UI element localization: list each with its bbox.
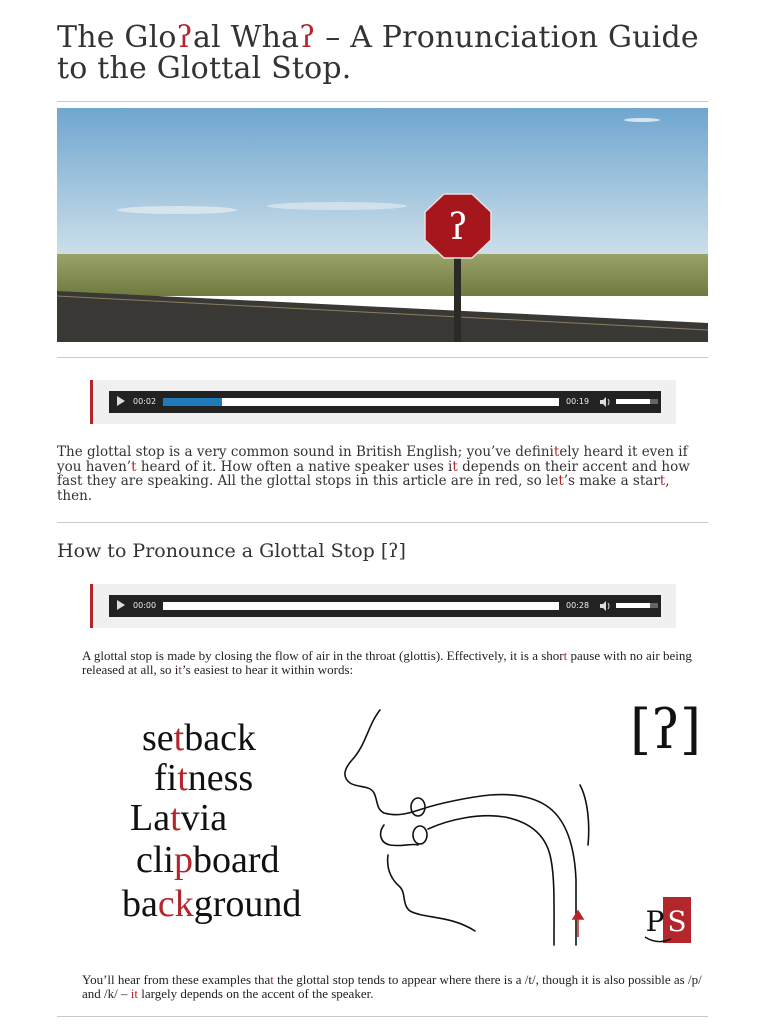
- word-part: fi: [154, 757, 178, 799]
- volume-slider[interactable]: [616, 603, 658, 608]
- glottal-letter: t: [170, 797, 181, 839]
- duration: 00:28: [566, 601, 590, 610]
- word-part: se: [142, 717, 174, 759]
- text-run: the glottal stop tends to appear where there is a /t/, though it is also possible as /p/ and /k/ –: [82, 972, 702, 1001]
- duration: 00:19: [566, 397, 590, 406]
- text-run: ’s make a star: [563, 473, 660, 489]
- glottal-letter: it: [130, 985, 138, 1001]
- section-heading: How to Pronounce a Glottal Stop [ʔ]: [57, 540, 406, 562]
- title-part: – A Pronunciation Guide to the Glottal Stop.: [57, 20, 699, 86]
- glottal-letter: t: [131, 458, 137, 475]
- text-run: depends on their accent and how fast they are speaking. All the glottal stops in this article are in red, so le: [57, 458, 690, 489]
- explanation-paragraph: [82, 649, 708, 676]
- volume-icon[interactable]: [599, 396, 611, 408]
- text-run: , then.: [57, 473, 670, 504]
- play-icon[interactable]: [117, 396, 125, 406]
- text-run: A glottal stop is made by closing the flow of air in the throat (glottis). Effectively, it is a shor: [82, 648, 564, 663]
- current-time: 00:00: [133, 601, 157, 610]
- progress-fill: [163, 398, 222, 406]
- volume-icon[interactable]: [599, 600, 611, 612]
- glottal-stop-symbol: [ʔ]: [630, 698, 702, 761]
- volume-fill: [616, 603, 650, 608]
- current-time: 00:02: [133, 397, 157, 406]
- audio-player[interactable]: [109, 391, 661, 413]
- glottal-letter: t: [558, 473, 564, 489]
- text-run: pause with no air being released at all, so i: [82, 648, 692, 677]
- svg-text:S: S: [667, 905, 687, 938]
- example-word: [130, 796, 227, 840]
- divider: [57, 101, 708, 102]
- example-word: [122, 882, 301, 926]
- play-icon[interactable]: [117, 600, 125, 610]
- divider: [57, 1016, 708, 1017]
- intro-paragraph: [57, 445, 708, 503]
- glottal-letter: p: [173, 839, 193, 881]
- example-word: [154, 756, 253, 800]
- title-glottal-symbol: ʔ: [299, 20, 316, 55]
- word-part: board: [192, 839, 280, 881]
- ps-logo: [639, 895, 693, 945]
- text-run: The glottal stop is a very common sound in British English; you’ve defini: [57, 444, 554, 460]
- word-part: La: [130, 797, 171, 839]
- volume-fill: [616, 399, 650, 404]
- text-run: largely depends on the accent of the speaker.: [137, 985, 374, 1001]
- text-run: You’ll hear from these examples tha: [82, 972, 271, 987]
- glottal-letter: t: [270, 972, 274, 987]
- glottal-letter: t: [173, 717, 185, 759]
- glottal-letter: t: [659, 473, 666, 489]
- glottal-letter: t: [177, 757, 188, 799]
- word-part: ness: [187, 757, 254, 799]
- divider: [57, 357, 708, 358]
- word-part: ground: [193, 883, 302, 925]
- example-word: [136, 838, 280, 882]
- article-title: [57, 22, 717, 84]
- audio-block-2: [90, 584, 676, 628]
- divider: [57, 522, 708, 523]
- glottal-letter: t: [452, 458, 458, 475]
- glottal-letter: t: [553, 444, 560, 460]
- title-glottal-symbol: ʔ: [176, 20, 193, 55]
- progress-bar[interactable]: [163, 602, 559, 610]
- ps-logo-mark: [639, 895, 693, 945]
- word-part: cli: [136, 839, 174, 881]
- svg-text:P: P: [645, 905, 665, 938]
- word-part: via: [180, 797, 228, 839]
- closing-paragraph: [82, 973, 708, 1000]
- progress-bar[interactable]: [163, 398, 559, 406]
- mouth-throat-diagram: [340, 705, 610, 950]
- glottal-letter: ck: [157, 883, 194, 925]
- glottal-letter: t: [563, 648, 568, 663]
- hero-landscape-illustration: [57, 108, 708, 342]
- text-run: ely heard it even if you haven’: [57, 444, 688, 475]
- word-part: ba: [122, 883, 158, 925]
- word-part: back: [184, 717, 256, 759]
- title-part: al Wha: [192, 20, 300, 55]
- volume-slider[interactable]: [616, 399, 658, 404]
- text-run: ’s easiest to hear it within words:: [182, 661, 354, 677]
- audio-block-1: [90, 380, 676, 424]
- audio-player[interactable]: [109, 595, 661, 617]
- example-word: [142, 716, 256, 760]
- text-run: heard of it. How often a native speaker uses i: [136, 458, 453, 475]
- title-part: The Glo: [57, 20, 177, 55]
- glottal-letter: t: [178, 661, 183, 677]
- sign-glottal-symbol: ʔ: [448, 207, 468, 248]
- hero-image: [57, 108, 708, 342]
